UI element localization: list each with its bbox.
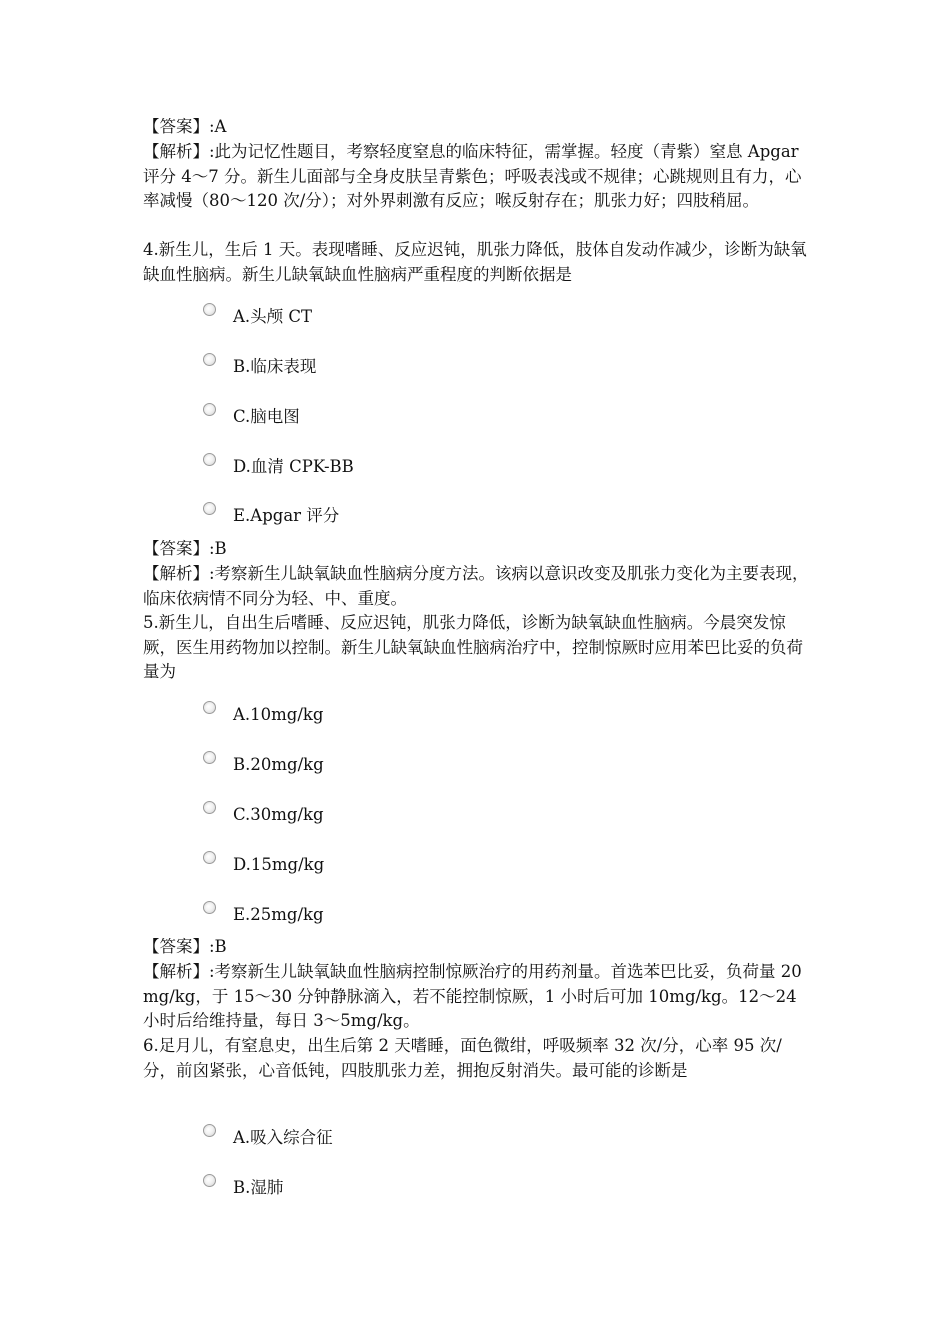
option-label: B.湿肺 bbox=[233, 1178, 284, 1197]
radio-button-icon[interactable] bbox=[203, 403, 216, 416]
radio-button-icon[interactable] bbox=[203, 1124, 216, 1137]
radio-button-icon[interactable] bbox=[203, 851, 216, 864]
option-label: E.25mg/kg bbox=[233, 905, 324, 924]
explanation-paragraph: 【解析】:考察新生儿缺氧缺血性脑病控制惊厥治疗的用药剂量。首选苯巴比妥，负荷量 20mg/kg，于 15～30 分钟静脉滴入，若不能控制惊厥，1 小时后可加 10mg/kg。12～24 小时后给维持量，每日 3～5mg/kg。 bbox=[143, 962, 802, 1031]
question-stem: 5.新生儿，自出生后嗜睡、反应迟钝，肌张力降低，诊断为缺氧缺血性脑病。今晨突发惊厥，医生用药物加以控制。新生儿缺氧缺血性脑病治疗中，控制惊厥时应用苯巴比妥的负荷量为 bbox=[143, 613, 803, 682]
explanation-paragraph: 【解析】:此为记忆性题目，考察轻度窒息的临床特征，需掌握。轻度（青紫）窒息 Apgar 评分 4～7 分。新生儿面部与全身皮肤呈青紫色；呼吸表浅或不规律；心跳规则且有力，心率减慢（80～120 次/分）；对外界刺激有反应；喉反射存在；肌张力好；四肢稍屈。 bbox=[143, 142, 802, 211]
option-label: D.血清 CPK-BB bbox=[233, 457, 354, 476]
option-label: D.15mg/kg bbox=[233, 855, 325, 874]
radio-button-icon[interactable] bbox=[203, 751, 216, 764]
answer-line: 【答案】:B bbox=[143, 539, 227, 558]
answer-line: 【答案】:A bbox=[143, 117, 227, 136]
option-label: C.30mg/kg bbox=[233, 805, 324, 824]
option-label: B.临床表现 bbox=[233, 357, 317, 376]
radio-button-icon[interactable] bbox=[203, 901, 216, 914]
option-label: A.吸入综合征 bbox=[233, 1128, 333, 1147]
question-stem: 4.新生儿，生后 1 天。表现嗜睡、反应迟钝，肌张力降低，肢体自发动作减少，诊断为缺氧缺血性脑病。新生儿缺氧缺血性脑病严重程度的判断依据是 bbox=[143, 240, 807, 284]
radio-button-icon[interactable] bbox=[203, 502, 216, 515]
answer-line: 【答案】:B bbox=[143, 937, 227, 956]
radio-button-icon[interactable] bbox=[203, 353, 216, 366]
option-label: B.20mg/kg bbox=[233, 755, 324, 774]
option-label: C.脑电图 bbox=[233, 407, 300, 426]
radio-button-icon[interactable] bbox=[203, 453, 216, 466]
option-label: A.10mg/kg bbox=[233, 705, 324, 724]
radio-button-icon[interactable] bbox=[203, 303, 216, 316]
question-stem: 6.足月儿，有窒息史，出生后第 2 天嗜睡，面色微绀，呼吸频率 32 次/分，心率 95 次/分，前囟紧张，心音低钝，四肢肌张力差，拥抱反射消失。最可能的诊断是 bbox=[143, 1036, 782, 1080]
option-label: A.头颅 CT bbox=[233, 307, 313, 326]
radio-button-icon[interactable] bbox=[203, 701, 216, 714]
radio-button-icon[interactable] bbox=[203, 801, 216, 814]
explanation-paragraph: 【解析】:考察新生儿缺氧缺血性脑病分度方法。该病以意识改变及肌张力变化为主要表现，临床依病情不同分为轻、中、重度。 bbox=[143, 564, 809, 608]
option-label: E.Apgar 评分 bbox=[233, 506, 340, 525]
radio-button-icon[interactable] bbox=[203, 1174, 216, 1187]
